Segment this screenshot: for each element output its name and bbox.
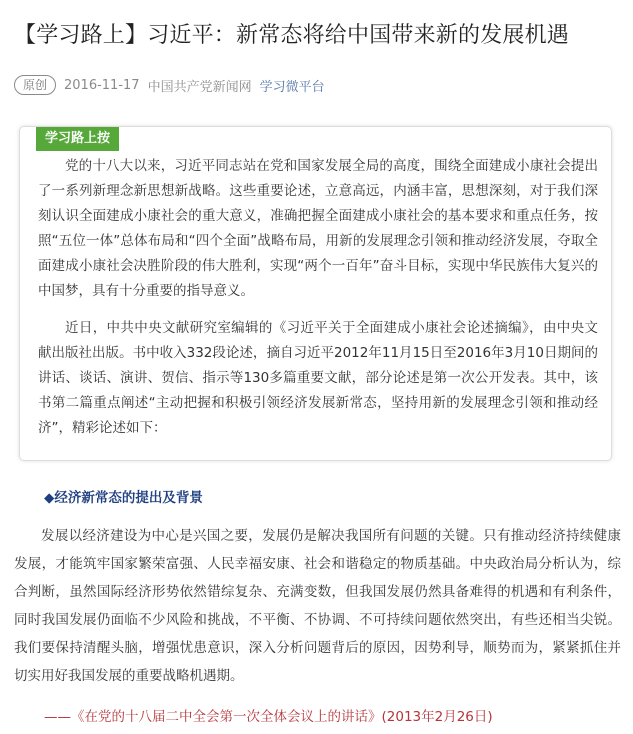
article-meta	[14, 74, 333, 96]
source-name: 中国共产党新闻网	[147, 79, 252, 95]
article-title: 【学习路上】习近平：新常态将给中国带来新的发展机遇	[14, 23, 570, 48]
publish-date: 2016-11-17	[64, 77, 140, 93]
citation-source: ——《在党的十八届二中全会第一次全体会议上的讲话》(2013年2月26日)	[44, 709, 493, 725]
editor-note-text	[38, 154, 598, 453]
section-body: 发展以经济建设为中心是兴国之要，发展仍是解决我国所有问题的关键。只有推动经济持续健康发展，才能筑牢国家繁荣富强、人民幸福安康、社会和谐稳定的物质基础。中央政治局分析认为，综合判断，虽然国际经济形势依然错综复杂、充满变数，但我国发展仍然具备难得的机遇和有利条件，同时我国发展仍面临不少风险和挑战，不平衡、不协调、不可持续问题依然突出，有些还相当尖锐。我们要保持清醒头脑，增强忧患意识，深入分析问题背后的原因，因势利导，顺势而为，紧紧抓住并切实用好我国发展的重要战略机遇期。	[14, 528, 621, 684]
original-badge: 原创	[14, 75, 56, 95]
editor-note-tag: 学习路上按	[36, 127, 119, 151]
editor-note-paragraph-1: 党的十八大以来，习近平同志站在党和国家发展全局的高度，围绕全面建成小康社会提出了一系列新理念新思想新战略。这些重要论述，立意高远，内涵丰富，思想深刻，对于我们深刻认识全面建成小康社会的重大意义，准确把握全面建成小康社会的基本要求和重点任务，按照“五位一体”总体布局和“四个全面”战略布局，用新的发展理念引领和推动经济发展，夺取全面建成小康社会决胜阶段的伟大胜利，实现“两个一百年”奋斗目标，实现中华民族伟大复兴的中国梦，具有十分重要的指导意义。	[38, 158, 598, 299]
editor-note-paragraph-2: 近日，中共中央文献研究室编辑的《习近平关于全面建成小康社会论述摘编》，由中央文献出版社出版。书中收入332段论述，摘自习近平2012年11月15日至2016年3月10日期间的讲话、谈话、演讲、贺信、指示等130多篇重要文献，部分论述是第一次公开发表。其中，该书第二篇重点阐述“主动把握和积极引领经济发展新常态，坚持用新的发展理念引领和推动经济”，精彩论述如下：	[38, 320, 598, 436]
section-heading: ◆经济新常态的提出及背景	[44, 490, 203, 506]
channel-link[interactable]: 学习微平台	[259, 79, 325, 95]
